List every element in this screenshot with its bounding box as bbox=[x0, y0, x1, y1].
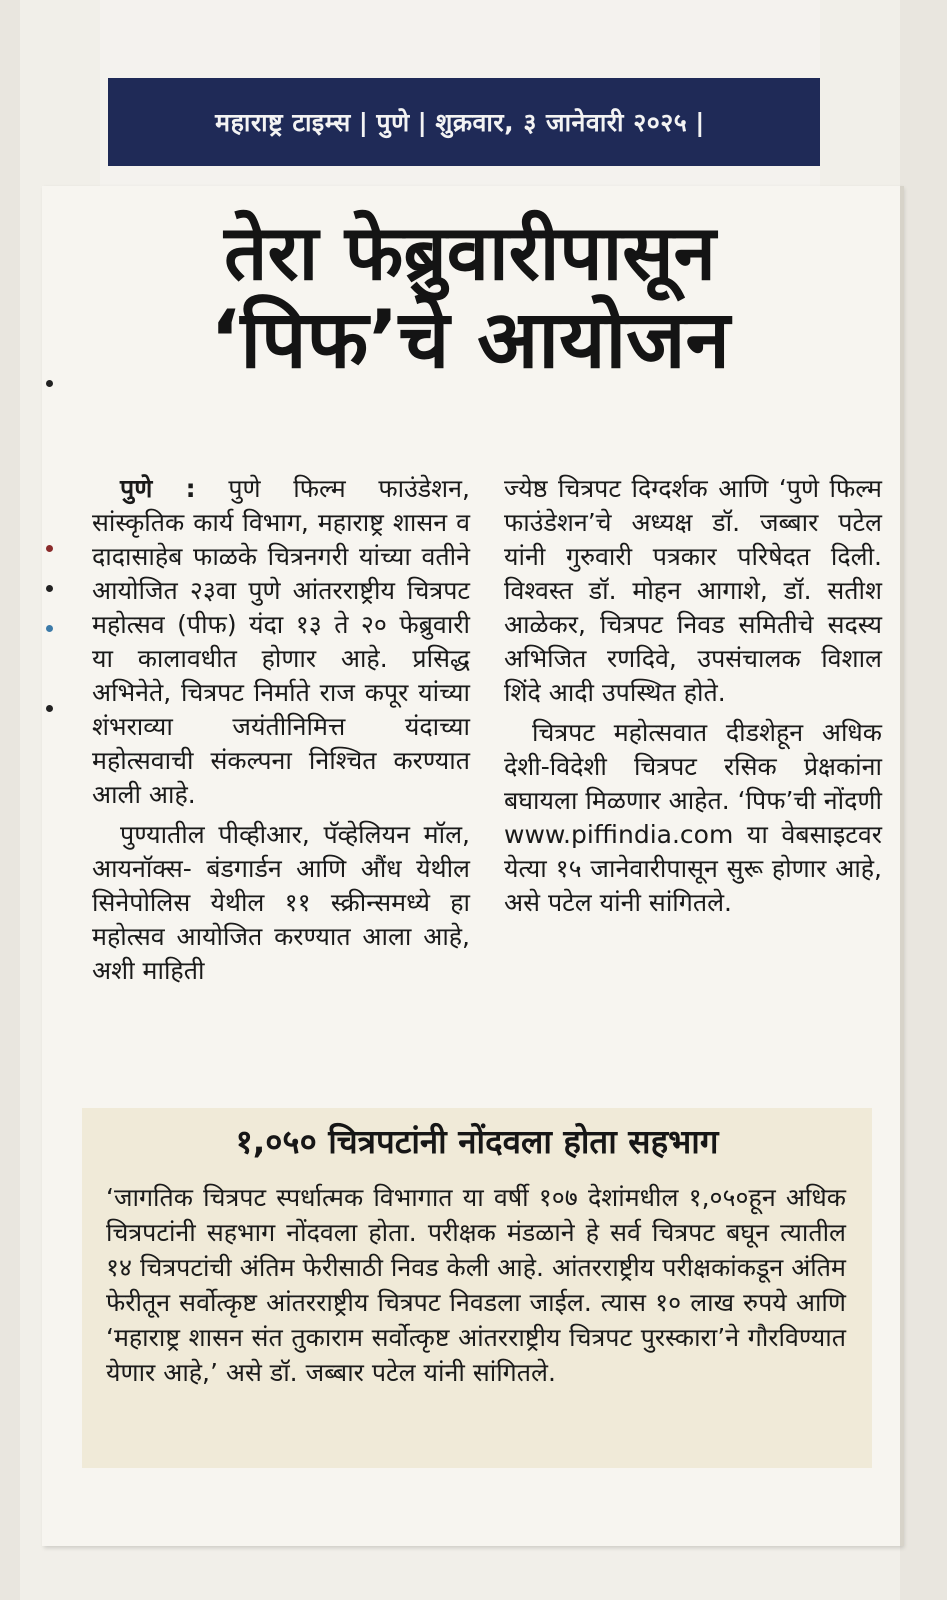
margin-dot bbox=[46, 625, 53, 632]
masthead-separator: | bbox=[358, 107, 369, 137]
headline bbox=[70, 210, 870, 385]
headline-line-1: तेरा फेब्रुवारीपासून bbox=[224, 208, 716, 297]
article-column-1 bbox=[92, 472, 470, 1112]
article-paragraph: ज्येष्ठ चित्रपट दिग्दर्शक आणि ‘पुणे फिल्म फाउंडेशन’चे अध्यक्ष डॉ. जब्बार पटेल यांनी गुरुवारी पत्रकार परिषेदत दिली. विश्वस्त डॉ. मोहन आगाशे, डॉ. सतीश आळेकर, चित्रपट निवड समितीचे सदस्य अभिजित रणदिवे, उपसंचालक विशाल शिंदे आदी उपस्थित होते. bbox=[504, 474, 882, 707]
masthead-city: पुणे bbox=[376, 108, 410, 137]
masthead-bar bbox=[108, 78, 820, 166]
masthead-date: शुक्रवार, ३ जानेवारी २०२५ bbox=[435, 108, 688, 137]
article-paragraph: पुण्यातील पीव्हीआर, पॅव्हेलियन मॉल, आयनॉक्स- बंडगार्डन आणि औंध येथील सिनेपोलिस येथील ११ स्क्रीन्समध्ये हा महोत्सव आयोजित करण्यात आला आहे, अशी माहिती bbox=[92, 820, 470, 985]
margin-dot bbox=[46, 585, 53, 592]
paragraph-text: पुणे फिल्म फाउंडेशन, सांस्कृतिक कार्य विभाग, महाराष्ट्र शासन व दादासाहेब फाळके चित्रनगरी यांच्या वतीने आयोजित २३वा पुणे आंतरराष्ट्रीय चित्रपट महोत्सव (पीफ) यंदा १३ ते २० फेब्रुवारी या कालावधीत होणार आहे. प्रसिद्ध अभिनेते, चित्रपट निर्माते राज कपूर यांच्या शंभराव्या जयंतीनिमित्त यंदाच्या महोत्सवाची संकल्पना निश्चित करण्यात आली आहे. bbox=[92, 474, 470, 809]
margin-dot bbox=[46, 705, 53, 712]
sidebar-box-title: १,०५० चित्रपटांनी नोंदवला होता सहभाग bbox=[235, 1122, 719, 1161]
margin-dot bbox=[46, 545, 53, 552]
masthead-separator: | bbox=[417, 107, 428, 137]
masthead-separator: | bbox=[695, 107, 705, 137]
article-column-2 bbox=[504, 472, 882, 1112]
masthead-paper-name: महाराष्ट्र टाइम्स bbox=[215, 108, 351, 137]
paper-edge bbox=[900, 186, 904, 1546]
headline-line-2: ‘पिफ’चे आयोजन bbox=[210, 293, 730, 387]
margin-dot bbox=[46, 380, 53, 387]
article-body bbox=[92, 472, 882, 1112]
article-paragraph bbox=[92, 472, 470, 812]
article-paragraph: चित्रपट महोत्सवात दीडशेहून अधिक देशी-विदेशी चित्रपट रसिक प्रेक्षकांना बघायला मिळणार आहेत. ‘पिफ’ची नोंदणी www.piffindia.com या वेबसाइटवर येत्या १५ जानेवारीपासून सुरू होणार आहे, असे पटेल यांनी सांगितले. bbox=[504, 718, 882, 917]
sidebar-box-body: ‘जागतिक चित्रपट स्पर्धात्मक विभागात या वर्षी १०७ देशांमधील १,०५०हून अधिक चित्रपटांनी सहभाग नोंदवला होता. परीक्षक मंडळाने हे सर्व चित्रपट बघून त्यातील १४ चित्रपटांची अंतिम फेरीसाठी निवड केली आहे. आंतरराष्ट्रीय परीक्षकांकडून अंतिम फेरीतून सर्वोत्कृष्ट आंतरराष्ट्रीय चित्रपट निवडला जाईल. त्यास १० लाख रुपये आणि ‘महाराष्ट्र शासन संत तुकाराम सर्वोत्कृष्ट आंतरराष्ट्रीय चित्रपट पुरस्कारा’ने गौरविण्यात येणार आहे,’ असे डॉ. जब्बार पटेल यांनी सांगितले. bbox=[106, 1183, 846, 1387]
dateline: पुणे : bbox=[120, 474, 196, 503]
